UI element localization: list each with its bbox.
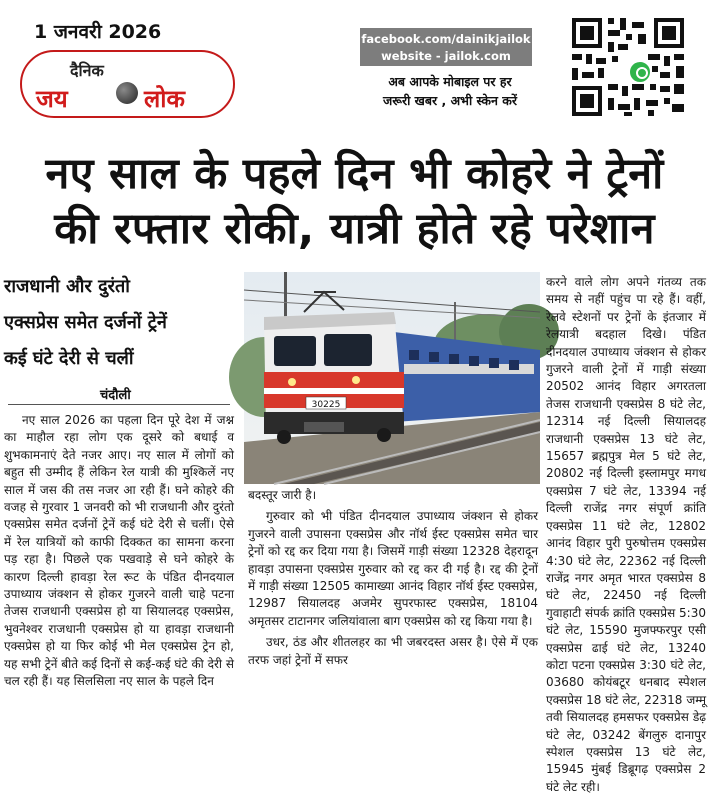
logo-wordmark [36,82,226,114]
logo-word-1: जय [36,85,68,113]
scan-prompt [350,72,550,110]
article-column-2 [248,487,538,744]
dateline-rule [8,404,230,405]
facebook-link[interactable]: facebook.com/dainikjailok [361,32,531,46]
website-link[interactable]: website - jailok.com [381,49,511,63]
dateline-location: चंदौली [100,388,131,403]
article-paragraph: उधर, ठंड और शीतलहर का भी जबरदस्त असर है। ऐसे में एक तरफ जहां ट्रेनों में सफर [248,635,538,667]
subheadline-line-2: एक्सप्रेस समेत दर्जनों ट्रेनें [4,312,167,333]
article-paragraph: गुरुवार को भी पंडित दीनदयाल उपाध्याय जंक्शन से होकर गुजरने वाली उपासना एक्सप्रेस और नॉर्थ ईस्ट एक्सप्रेस समेत चार ट्रेनों को रद्द कर दिया गया है। जिसमें गाड़ी संख्या 12328 देहरादून हावड़ा उपासना एक्सप्रेस गुरुवार को रद्द कर दी गई है। रद्द की ट्रेनों में गाड़ी संख्या 12505 कामाख्या आनंद विहार नॉर्थ ईस्ट एक्सप्रेस, 12987 सियालदह अजमेर सुपरफास्ट एक्सप्रेस, 18104 अमृतसर टाटानगर जलियांवाला बाग एक्सप्रेस को रद्द किया गया है। [248,509,538,628]
subheadline-line-1: राजधानी और दुरंतो [4,276,130,297]
article-column-3: करने वाले लोग अपने गंतव्य तक समय से नहीं पहुंच पा रहे हैं। वहीं, रेलवे स्टेशनों पर ट्रेनों के इंतजार में रेलयात्री बदहाल दिखे। पंडित दीनदयाल उपाध्याय जंक्शन से होकर गुजरने वाली ट्रेनों में गाड़ी संख्या 20502 आनंद विहार अगरतला तेजस राजधानी एक्सप्रेस 8 घंटे लेट, 12314 नई दिल्ली सियालदह राजधानी एक्सप्रेस 13 घंटे लेट, 15657 ब्रह्मपुत्र मेल 5 घंटे लेट, 20802 नई दिल्ली इस्लामपुर मगध एक्सप्रेस 7 घंटे लेट, 13394 नई दिल्ली राजेंद्र नगर संपूर्ण क्रांति एक्सप्रेस 11 घंटे लेट, 12802 आनंद विहार पुरी पुरुषोत्तम एक्सप्रेस 4:30 घंटे लेट, 22362 नई दिल्ली राजेंद्र नगर अमृत भारत एक्सप्रेस 8 घंटे लेट, 22450 नई दिल्ली गुवाहाटी संपर्क क्रांति एक्सप्रेस 5:30 घंटे लेट, 15590 मुजफ्फरपुर एसी एक्सप्रेस ढाई घंटे लेट, 13240 कोटा पटना एक्सप्रेस 3:30 घंटे लेट, 03680 कोयंबटूर धनबाद स्पेशल एक्सप्रेस 18 घंटे लेट, 22318 जम्मू तवी सियालदह हमसफर एक्सप्रेस डेढ़ घंटे लेट, 03242 बेंगलुरु दानापुर स्पेशल एक्सप्रेस 13 घंटे लेट, 15945 मुंबई डिब्रूगढ़ एक्सप्रेस 2 घंटे लेट रही। [546,275,706,794]
train-locomotive-image [244,272,540,484]
subheadline-line-3: कई घंटे देरी से चलीं [4,348,134,369]
whatsapp-icon [628,60,652,84]
logo-prefix: दैनिक [70,61,104,80]
headline-line-2: की रफ्तार रोकी, यात्री होते रहे परेशान [54,204,655,254]
engine-number-label: 30225 [311,400,341,410]
scan-prompt-line-2: जरूरी खबर , अभी स्केन करें [382,93,517,108]
headline-line-1: नए साल के पहले दिन भी कोहरे ने ट्रेनों [45,149,664,199]
logo-ball-icon [116,82,138,104]
train-photo [244,272,540,484]
scan-prompt-line-1: अब आपके मोबाइल पर हर [388,74,512,89]
social-links-box [360,28,532,66]
logo-word-2: लोक [144,85,185,113]
newspaper-logo [20,50,235,118]
article-paragraph: बदस्तूर जारी है। [248,488,317,502]
article-column-1: नए साल 2026 का पहला दिन पूरे देश में जश्न का माहौल रहा लोग एक दूसरे को बधाई व शुभकामनाएं देते नजर आए। नए साल में लोगों को बहुत सी उम्मीद हैं लेकिन रेल यात्री की मुश्किलें नए साल में जस की तस नजर आ रही हैं। घने कोहरे की वजह से गुरवार 1 जनवरी को भी राजधानी और दुरंतो एक्सप्रेस समेत दर्जनों ट्रेनें कई घंटे देरी से चलीं। ऐसे में रेल यात्रियों को काफी दिक्कत का सामना करना पड़ रहा है। पिछले एक पखवाड़े से घने कोहरे के कारण दिल्ली हावड़ा रेल रूट के पंडित दीनदयाल उपाध्याय जंक्शन से होकर गुजरने वाली चाहे पटना तेजस राजधानी एक्सप्रेस हो या सियालदह एक्सप्रेस, भुवनेश्वर राजधानी एक्सप्रेस हो या हावड़ा राजधानी एक्सप्रेस हो या फिर कोई भी मेल एक्सप्रेस ट्रेन हो, यह सभी ट्रेनें बीते कई दिनों से कई-कई घंटे की देरी से चल रही हैं। यह सिलसिला नए साल के पहले दिन [4,413,234,689]
edition-date: 1 जनवरी 2026 [34,21,162,43]
